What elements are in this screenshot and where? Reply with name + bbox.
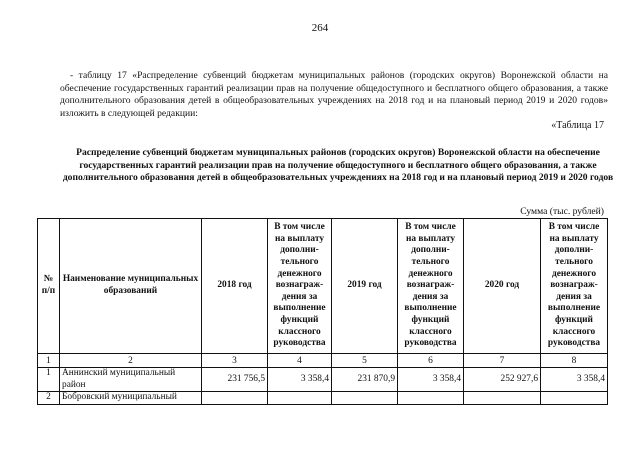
value-2018: 231 756,5 xyxy=(202,368,268,392)
value-2018-incl xyxy=(268,392,332,405)
value-2019-incl: 3 358,4 xyxy=(398,368,464,392)
column-index: 4 xyxy=(268,354,332,368)
header-2018: 2018 год xyxy=(202,219,268,354)
table-header-row xyxy=(38,219,608,354)
table-row xyxy=(38,392,608,405)
column-index-row xyxy=(38,354,608,368)
column-index: 2 xyxy=(60,354,202,368)
column-index: 8 xyxy=(541,354,608,368)
value-2018-incl: 3 358,4 xyxy=(268,368,332,392)
header-num: № п/п xyxy=(38,219,60,354)
column-index: 6 xyxy=(398,354,464,368)
intro-paragraph xyxy=(60,70,608,120)
table-reference: «Таблица 17 xyxy=(551,120,604,131)
units-label: Сумма (тыс. рублей) xyxy=(520,206,604,217)
value-2019-incl xyxy=(398,392,464,405)
header-2018-incl: В том числе на выплату дополни-тельного денежного вознаграж-дения за выполнение функций классного руководства xyxy=(268,219,332,354)
header-name: Наименование муниципальных образований xyxy=(60,219,202,354)
intro-text: - таблицу 17 «Распределение субвенций бюджетам муниципальных районов (городских округов) Воронежской области на обеспечение государственных гарантий реализации прав на получение общедоступного и бесплатного общего образования, а также дополнительного образования детей в общеобразовательных учреждениях на 2018 год и на плановый период 2019 и 2020 годов» изложить в следующей редакции: xyxy=(60,70,608,119)
column-index: 7 xyxy=(464,354,541,368)
header-2020-incl: В том числе на выплату дополни-тельного денежного вознаграж-дения за выполнение функций классного руководства xyxy=(541,219,608,354)
table-row xyxy=(38,368,608,392)
value-2018 xyxy=(202,392,268,405)
subvention-table xyxy=(37,218,608,405)
value-2019: 231 870,9 xyxy=(332,368,398,392)
table-title: Распределение субвенций бюджетам муниципальных районов (городских округов) Воронежской области на обеспечение государственных гарантий реализации прав на получение общедоступного и бесплатного общего образования, а также дополнительного образования детей в общеобразовательных учреждениях на 2018 год и на плановый период 2019 и 2020 годов xyxy=(62,147,614,183)
header-2020: 2020 год xyxy=(464,219,541,354)
header-2019-incl: В том числе на выплату дополни-тельного денежного вознаграж-дения за выполнение функций классного руководства xyxy=(398,219,464,354)
value-2020: 252 927,6 xyxy=(464,368,541,392)
value-2020 xyxy=(464,392,541,405)
row-num: 1 xyxy=(38,368,60,392)
column-index: 3 xyxy=(202,354,268,368)
value-2019 xyxy=(332,392,398,405)
header-2019: 2019 год xyxy=(332,219,398,354)
column-index: 5 xyxy=(332,354,398,368)
value-2020-incl xyxy=(541,392,608,405)
row-num: 2 xyxy=(38,392,60,405)
row-name: Аннинский муниципальный район xyxy=(60,368,202,392)
row-name: Бобровский муниципальный xyxy=(60,392,202,405)
value-2020-incl: 3 358,4 xyxy=(541,368,608,392)
page-number: 264 xyxy=(311,22,329,34)
column-index: 1 xyxy=(38,354,60,368)
